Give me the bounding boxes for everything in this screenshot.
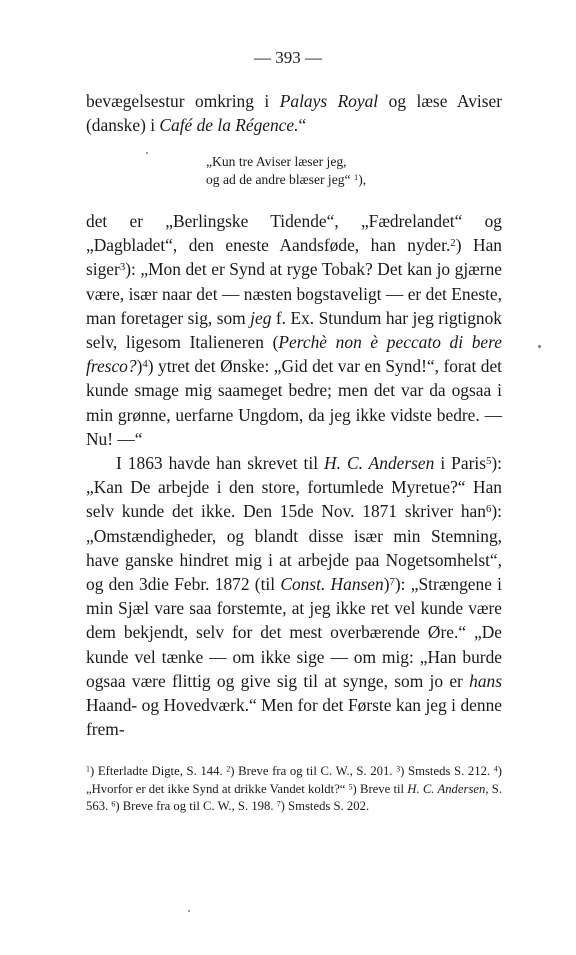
print-speck	[188, 910, 190, 912]
footnote-text: ) Smsteds S. 212.	[400, 764, 494, 778]
footnote-ref: 2	[450, 237, 456, 250]
footnote-number: 6	[111, 799, 116, 809]
footnote-number: 1	[86, 764, 90, 774]
footnote-ref: 3	[119, 261, 126, 274]
verse-line-2	[206, 171, 506, 189]
footnote-text: ) Breve til	[352, 781, 408, 796]
italic-text: Const. Hansen	[280, 574, 384, 595]
paragraph-3	[86, 451, 502, 741]
text: ),	[358, 172, 367, 187]
footnote-ref: 5	[485, 455, 492, 468]
text: ): „Strængene i min Sjæl vare saa forstemte, at jeg ikke ret vel kunde være dem bekjendt, selv for det mest overbærende Øre.“ „De kunde vel tænke — om ikke sige — om mig: „Han burde ogsaa være flittig og give sig til at synge, som jo er	[86, 574, 503, 691]
footnotes	[86, 763, 502, 816]
text: I 1863 havde han skrevet til	[116, 453, 325, 474]
footnote-text: ) Breve fra og til C. W., S. 198.	[115, 799, 277, 814]
page-number: — 393 —	[254, 48, 322, 67]
footnote-number: 7	[276, 799, 281, 809]
footnote-number: 4	[493, 764, 498, 774]
footnote-number: 5	[348, 782, 353, 792]
print-speck	[146, 152, 148, 154]
footnote-text: ) Efterladte Digte, S. 144.	[89, 764, 227, 778]
italic-text: Café de la Régence.	[159, 115, 299, 136]
footnote-ref: 6	[485, 503, 492, 516]
footnote-text: ) Breve fra og til C. W., S. 201.	[230, 764, 397, 778]
text: )	[383, 574, 390, 595]
italic-text: Perchè non è peccato di bere fresco?	[86, 332, 502, 377]
text: ): „Kan De arbejde i den store, fortumlede Myretue?“ Han selv kunde det ikke. Den 15de Nov. 1871 skriver han	[86, 453, 502, 522]
italic-text: H. C. Andersen	[407, 781, 486, 796]
text: “	[298, 115, 307, 136]
text: bevægelsestur omkring i	[86, 91, 280, 111]
footnote-ref: 1	[353, 172, 359, 183]
footnote-text: ) „Hvorfor er det ikke Synd at drikke Vandet koldt?“	[86, 764, 502, 796]
footnote-ref: 7	[389, 576, 395, 589]
footnote-text: , S. 563.	[86, 781, 502, 814]
italic-text: jeg	[250, 307, 272, 328]
text: f. Ex. Stundum har jeg rigtignok selv, ligesom Italieneren (	[86, 307, 503, 353]
italic-text: H. C. Andersen	[324, 453, 435, 474]
text: Haand- og Hovedværk.“ Men for det Første kan jeg i denne frem-	[86, 695, 502, 740]
text: ): „Omstændigheder, og blandt disse især min Stemning, have ganske hindret mig i at arbejde paa Nogetsomhelst“, og den 3die Febr. 1872 (til	[86, 501, 502, 595]
text: ): „Mon det er Synd at ryge Tobak? Det kan jo gjærne være, især naar det — næsten bogstaveligt — er det Eneste, man foretager sig, som	[86, 259, 502, 328]
text: i Paris	[434, 453, 486, 474]
print-speck	[538, 345, 541, 348]
italic-text: hans	[469, 670, 502, 691]
italic-text: Palays Royal	[279, 91, 379, 111]
footnote-number: 3	[396, 764, 401, 774]
footnote-text: ) Smsteds S. 202.	[280, 799, 370, 814]
paragraph-2	[86, 209, 502, 451]
text: og ad de andre blæser jeg“	[206, 172, 354, 187]
verse-line-1: „Kun tre Aviser læser jeg,	[206, 154, 347, 169]
footnote-number: 2	[226, 764, 231, 774]
text: )	[136, 356, 143, 377]
verse-quote	[206, 153, 506, 189]
text: ) ytret det Ønske: „Gid det var en Synd!“, forat det kunde smage mig saameget bedre; men det var da ogsaa i min grønne, uerfarne Ungdom, da jeg ikke vidste bedre. — Nu! —“	[86, 356, 502, 449]
text: og læse Aviser (danske) i	[86, 91, 503, 136]
text: ) Han siger	[86, 235, 502, 280]
paragraph-1	[86, 89, 502, 137]
text: det er „Berlingske Tidende“, „Fædrelandet“ og „Dagbladet“, den eneste Aandsføde, han nyder.	[86, 211, 502, 256]
footnote-ref: 4	[142, 358, 148, 371]
main-text	[86, 209, 502, 741]
